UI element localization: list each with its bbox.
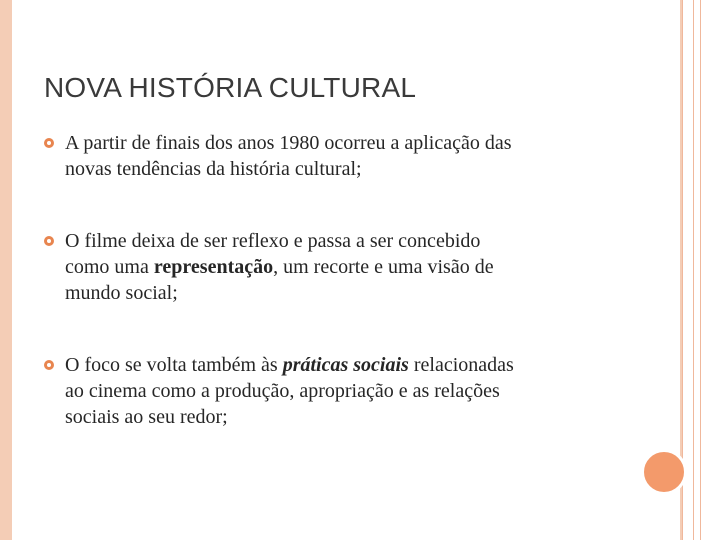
circle-bullet-icon — [44, 236, 54, 246]
bullet-2-line-1: O filme deixa de ser reflexo e passa a ser concebido — [65, 230, 481, 252]
decor-line-3 — [700, 0, 701, 540]
circle-bullet-icon — [44, 138, 54, 148]
slide-title: NOVA HISTÓRIA CULTURAL — [44, 72, 417, 103]
bullet-list — [44, 130, 624, 430]
bullet-2-line-2 — [65, 254, 624, 280]
bullet-item-2 — [44, 228, 624, 306]
bullet-3-line-2: ao cinema como a produção, apropriação e as relações — [65, 380, 500, 402]
orange-circle-icon — [641, 449, 687, 495]
circle-bullet-icon — [44, 360, 54, 370]
bold-italic-term-praticas-sociais: práticas sociais — [282, 354, 409, 376]
bullet-3-line-1-pre: O foco se volta também às — [65, 354, 283, 376]
bullet-item-1 — [44, 130, 624, 182]
bullet-2-line-2-pre: como uma — [65, 256, 154, 278]
bullet-1-line-1: A partir de finais dos anos 1980 ocorreu a aplicação das — [65, 132, 512, 154]
bullet-3-line-1-post: relacionadas — [408, 354, 514, 376]
bullet-3-line-3: sociais ao seu redor; — [65, 406, 228, 428]
bullet-2-line-3: mundo social; — [65, 282, 178, 304]
decor-line-2 — [693, 0, 694, 540]
bullet-3-line-1 — [65, 352, 624, 378]
bullet-item-3 — [44, 352, 624, 430]
bullet-1-line-2: novas tendências da história cultural; — [65, 158, 362, 180]
bullet-2-line-2-post: , um recorte e uma visão de — [273, 256, 494, 278]
right-decor-strip — [683, 0, 720, 540]
bold-term-representacao: representação — [153, 256, 274, 278]
